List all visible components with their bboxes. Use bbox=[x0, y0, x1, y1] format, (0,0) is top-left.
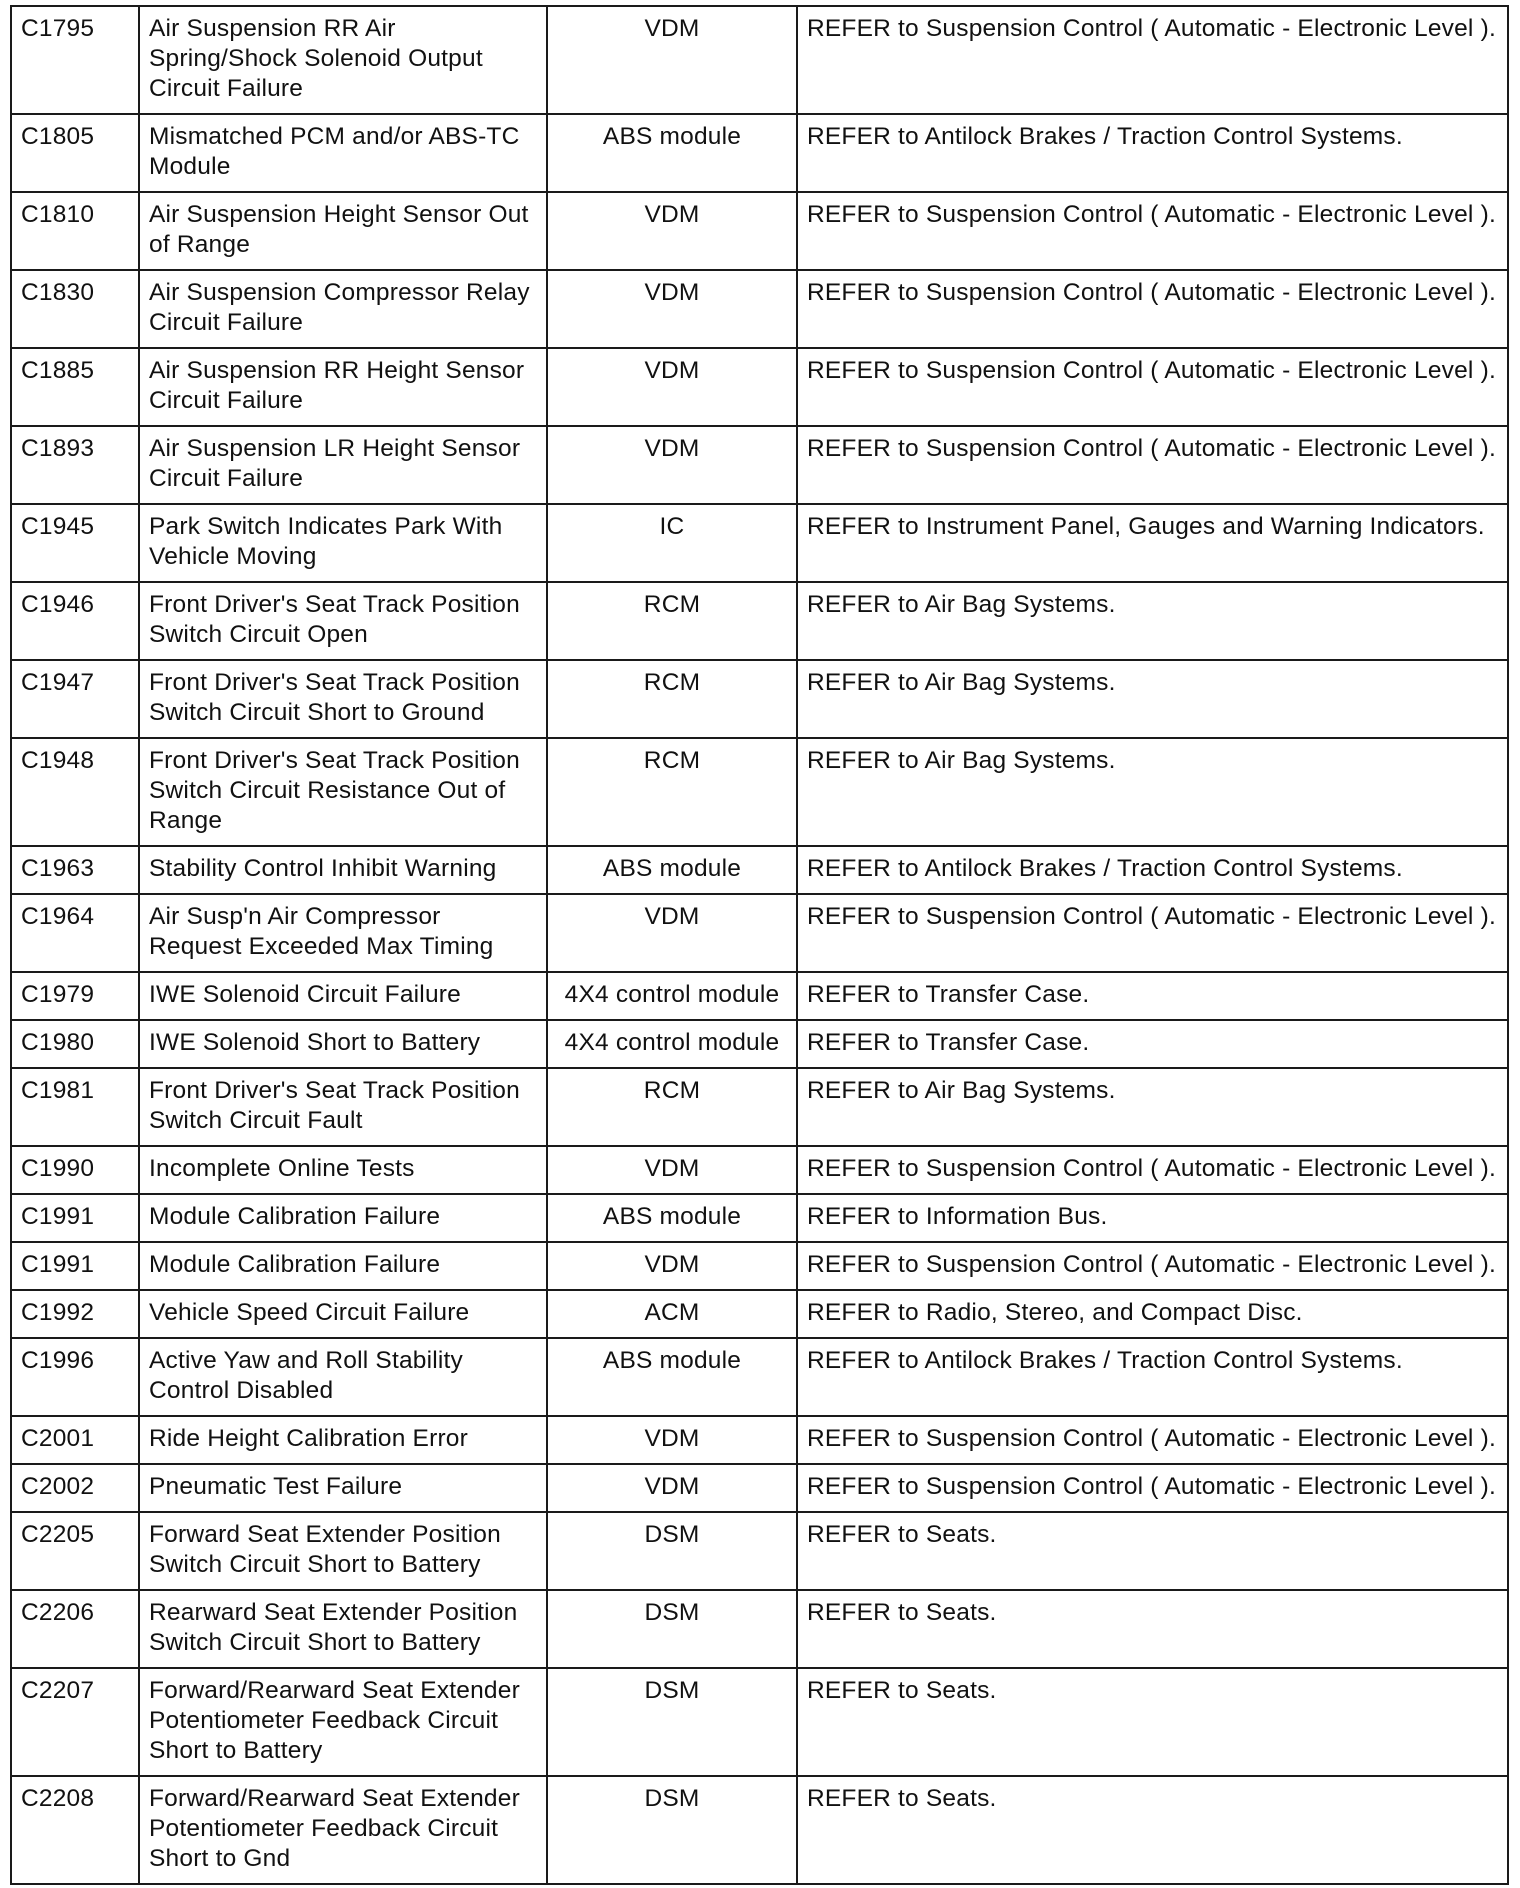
table-row bbox=[11, 1668, 1508, 1776]
dtc-action-cell: REFER to Air Bag Systems. bbox=[797, 582, 1508, 660]
dtc-action-cell: REFER to Antilock Brakes / Traction Control Systems. bbox=[797, 114, 1508, 192]
table-row bbox=[11, 660, 1508, 738]
dtc-description-cell: Forward Seat Extender Position Switch Circuit Short to Battery bbox=[139, 1512, 547, 1590]
dtc-code-cell: C2001 bbox=[11, 1416, 139, 1464]
dtc-module-cell: VDM bbox=[547, 1464, 797, 1512]
table-row bbox=[11, 582, 1508, 660]
table-row bbox=[11, 1416, 1508, 1464]
dtc-code-cell: C2205 bbox=[11, 1512, 139, 1590]
dtc-code-cell: C1963 bbox=[11, 846, 139, 894]
table-row bbox=[11, 1242, 1508, 1290]
table-row bbox=[11, 348, 1508, 426]
table-row bbox=[11, 1590, 1508, 1668]
dtc-description-cell: Module Calibration Failure bbox=[139, 1242, 547, 1290]
table-row bbox=[11, 270, 1508, 348]
table-row bbox=[11, 192, 1508, 270]
dtc-module-cell: RCM bbox=[547, 738, 797, 846]
dtc-action-cell: REFER to Antilock Brakes / Traction Control Systems. bbox=[797, 846, 1508, 894]
dtc-module-cell: ABS module bbox=[547, 114, 797, 192]
dtc-action-cell: REFER to Air Bag Systems. bbox=[797, 1068, 1508, 1146]
table-row bbox=[11, 1146, 1508, 1194]
dtc-action-cell: REFER to Instrument Panel, Gauges and Warning Indicators. bbox=[797, 504, 1508, 582]
dtc-code-cell: C1795 bbox=[11, 6, 139, 114]
dtc-description-cell: Mismatched PCM and/or ABS-TC Module bbox=[139, 114, 547, 192]
dtc-code-cell: C2207 bbox=[11, 1668, 139, 1776]
dtc-code-cell: C1990 bbox=[11, 1146, 139, 1194]
dtc-code-cell: C2206 bbox=[11, 1590, 139, 1668]
dtc-code-cell: C1947 bbox=[11, 660, 139, 738]
table-row bbox=[11, 738, 1508, 846]
dtc-action-cell: REFER to Suspension Control ( Automatic - Electronic Level ). bbox=[797, 192, 1508, 270]
dtc-module-cell: IC bbox=[547, 504, 797, 582]
dtc-description-cell: Rearward Seat Extender Position Switch Circuit Short to Battery bbox=[139, 1590, 547, 1668]
table-row bbox=[11, 426, 1508, 504]
dtc-action-cell: REFER to Air Bag Systems. bbox=[797, 738, 1508, 846]
dtc-code-cell: C1991 bbox=[11, 1242, 139, 1290]
dtc-description-cell: Forward/Rearward Seat Extender Potentiometer Feedback Circuit Short to Battery bbox=[139, 1668, 547, 1776]
dtc-module-cell: ABS module bbox=[547, 1338, 797, 1416]
table-row bbox=[11, 504, 1508, 582]
table-row bbox=[11, 1194, 1508, 1242]
dtc-description-cell: Front Driver's Seat Track Position Switch Circuit Open bbox=[139, 582, 547, 660]
dtc-module-cell: VDM bbox=[547, 270, 797, 348]
dtc-description-cell: Front Driver's Seat Track Position Switch Circuit Short to Ground bbox=[139, 660, 547, 738]
table-row bbox=[11, 1512, 1508, 1590]
dtc-description-cell: Incomplete Online Tests bbox=[139, 1146, 547, 1194]
dtc-module-cell: VDM bbox=[547, 1146, 797, 1194]
dtc-description-cell: Front Driver's Seat Track Position Switch Circuit Fault bbox=[139, 1068, 547, 1146]
dtc-module-cell: ABS module bbox=[547, 1194, 797, 1242]
table-row bbox=[11, 1020, 1508, 1068]
dtc-module-cell: RCM bbox=[547, 660, 797, 738]
dtc-code-cell: C1830 bbox=[11, 270, 139, 348]
dtc-action-cell: REFER to Seats. bbox=[797, 1776, 1508, 1884]
dtc-action-cell: REFER to Suspension Control ( Automatic - Electronic Level ). bbox=[797, 426, 1508, 504]
dtc-code-cell: C1805 bbox=[11, 114, 139, 192]
dtc-code-cell: C1979 bbox=[11, 972, 139, 1020]
dtc-module-cell: DSM bbox=[547, 1776, 797, 1884]
dtc-description-cell: Pneumatic Test Failure bbox=[139, 1464, 547, 1512]
dtc-description-cell: Air Suspension Height Sensor Out of Range bbox=[139, 192, 547, 270]
dtc-description-cell: Stability Control Inhibit Warning bbox=[139, 846, 547, 894]
dtc-description-cell: IWE Solenoid Short to Battery bbox=[139, 1020, 547, 1068]
dtc-code-cell: C1810 bbox=[11, 192, 139, 270]
dtc-action-cell: REFER to Suspension Control ( Automatic - Electronic Level ). bbox=[797, 1242, 1508, 1290]
table-row bbox=[11, 894, 1508, 972]
dtc-code-cell: C2002 bbox=[11, 1464, 139, 1512]
dtc-description-cell: Air Suspension RR Air Spring/Shock Solenoid Output Circuit Failure bbox=[139, 6, 547, 114]
dtc-table-body bbox=[11, 6, 1508, 1884]
dtc-description-cell: IWE Solenoid Circuit Failure bbox=[139, 972, 547, 1020]
table-row bbox=[11, 846, 1508, 894]
dtc-module-cell: 4X4 control module bbox=[547, 1020, 797, 1068]
dtc-module-cell: DSM bbox=[547, 1590, 797, 1668]
dtc-code-cell: C1992 bbox=[11, 1290, 139, 1338]
dtc-code-cell: C1946 bbox=[11, 582, 139, 660]
table-row bbox=[11, 1776, 1508, 1884]
dtc-code-cell: C1980 bbox=[11, 1020, 139, 1068]
dtc-module-cell: VDM bbox=[547, 192, 797, 270]
dtc-code-cell: C2208 bbox=[11, 1776, 139, 1884]
dtc-module-cell: VDM bbox=[547, 6, 797, 114]
dtc-action-cell: REFER to Radio, Stereo, and Compact Disc. bbox=[797, 1290, 1508, 1338]
table-row bbox=[11, 1464, 1508, 1512]
table-row bbox=[11, 972, 1508, 1020]
dtc-code-cell: C1945 bbox=[11, 504, 139, 582]
table-row bbox=[11, 1068, 1508, 1146]
dtc-module-cell: RCM bbox=[547, 1068, 797, 1146]
table-row bbox=[11, 114, 1508, 192]
dtc-module-cell: VDM bbox=[547, 894, 797, 972]
dtc-action-cell: REFER to Seats. bbox=[797, 1512, 1508, 1590]
dtc-description-cell: Active Yaw and Roll Stability Control Disabled bbox=[139, 1338, 547, 1416]
dtc-action-cell: REFER to Suspension Control ( Automatic - Electronic Level ). bbox=[797, 348, 1508, 426]
dtc-action-cell: REFER to Seats. bbox=[797, 1590, 1508, 1668]
dtc-description-cell: Forward/Rearward Seat Extender Potentiometer Feedback Circuit Short to Gnd bbox=[139, 1776, 547, 1884]
dtc-action-cell: REFER to Suspension Control ( Automatic - Electronic Level ). bbox=[797, 1146, 1508, 1194]
dtc-description-cell: Ride Height Calibration Error bbox=[139, 1416, 547, 1464]
dtc-module-cell: ACM bbox=[547, 1290, 797, 1338]
table-row bbox=[11, 1290, 1508, 1338]
dtc-module-cell: VDM bbox=[547, 426, 797, 504]
dtc-code-cell: C1964 bbox=[11, 894, 139, 972]
table-row bbox=[11, 6, 1508, 114]
dtc-action-cell: REFER to Air Bag Systems. bbox=[797, 660, 1508, 738]
table-row bbox=[11, 1338, 1508, 1416]
dtc-table bbox=[10, 5, 1509, 1885]
dtc-code-cell: C1981 bbox=[11, 1068, 139, 1146]
dtc-description-cell: Air Susp'n Air Compressor Request Exceeded Max Timing bbox=[139, 894, 547, 972]
dtc-description-cell: Vehicle Speed Circuit Failure bbox=[139, 1290, 547, 1338]
dtc-action-cell: REFER to Suspension Control ( Automatic - Electronic Level ). bbox=[797, 894, 1508, 972]
dtc-module-cell: VDM bbox=[547, 1242, 797, 1290]
dtc-description-cell: Park Switch Indicates Park With Vehicle Moving bbox=[139, 504, 547, 582]
dtc-action-cell: REFER to Transfer Case. bbox=[797, 972, 1508, 1020]
dtc-description-cell: Air Suspension LR Height Sensor Circuit Failure bbox=[139, 426, 547, 504]
dtc-code-cell: C1893 bbox=[11, 426, 139, 504]
dtc-code-cell: C1948 bbox=[11, 738, 139, 846]
dtc-action-cell: REFER to Suspension Control ( Automatic - Electronic Level ). bbox=[797, 6, 1508, 114]
dtc-description-cell: Front Driver's Seat Track Position Switch Circuit Resistance Out of Range bbox=[139, 738, 547, 846]
dtc-module-cell: VDM bbox=[547, 348, 797, 426]
dtc-code-cell: C1885 bbox=[11, 348, 139, 426]
dtc-action-cell: REFER to Antilock Brakes / Traction Control Systems. bbox=[797, 1338, 1508, 1416]
dtc-description-cell: Module Calibration Failure bbox=[139, 1194, 547, 1242]
dtc-module-cell: RCM bbox=[547, 582, 797, 660]
dtc-module-cell: DSM bbox=[547, 1668, 797, 1776]
dtc-action-cell: REFER to Suspension Control ( Automatic - Electronic Level ). bbox=[797, 270, 1508, 348]
dtc-description-cell: Air Suspension Compressor Relay Circuit Failure bbox=[139, 270, 547, 348]
dtc-module-cell: 4X4 control module bbox=[547, 972, 797, 1020]
dtc-code-cell: C1996 bbox=[11, 1338, 139, 1416]
dtc-action-cell: REFER to Suspension Control ( Automatic - Electronic Level ). bbox=[797, 1416, 1508, 1464]
dtc-description-cell: Air Suspension RR Height Sensor Circuit Failure bbox=[139, 348, 547, 426]
dtc-action-cell: REFER to Seats. bbox=[797, 1668, 1508, 1776]
dtc-action-cell: REFER to Transfer Case. bbox=[797, 1020, 1508, 1068]
dtc-action-cell: REFER to Information Bus. bbox=[797, 1194, 1508, 1242]
dtc-module-cell: DSM bbox=[547, 1512, 797, 1590]
dtc-action-cell: REFER to Suspension Control ( Automatic - Electronic Level ). bbox=[797, 1464, 1508, 1512]
dtc-code-cell: C1991 bbox=[11, 1194, 139, 1242]
dtc-module-cell: VDM bbox=[547, 1416, 797, 1464]
dtc-module-cell: ABS module bbox=[547, 846, 797, 894]
